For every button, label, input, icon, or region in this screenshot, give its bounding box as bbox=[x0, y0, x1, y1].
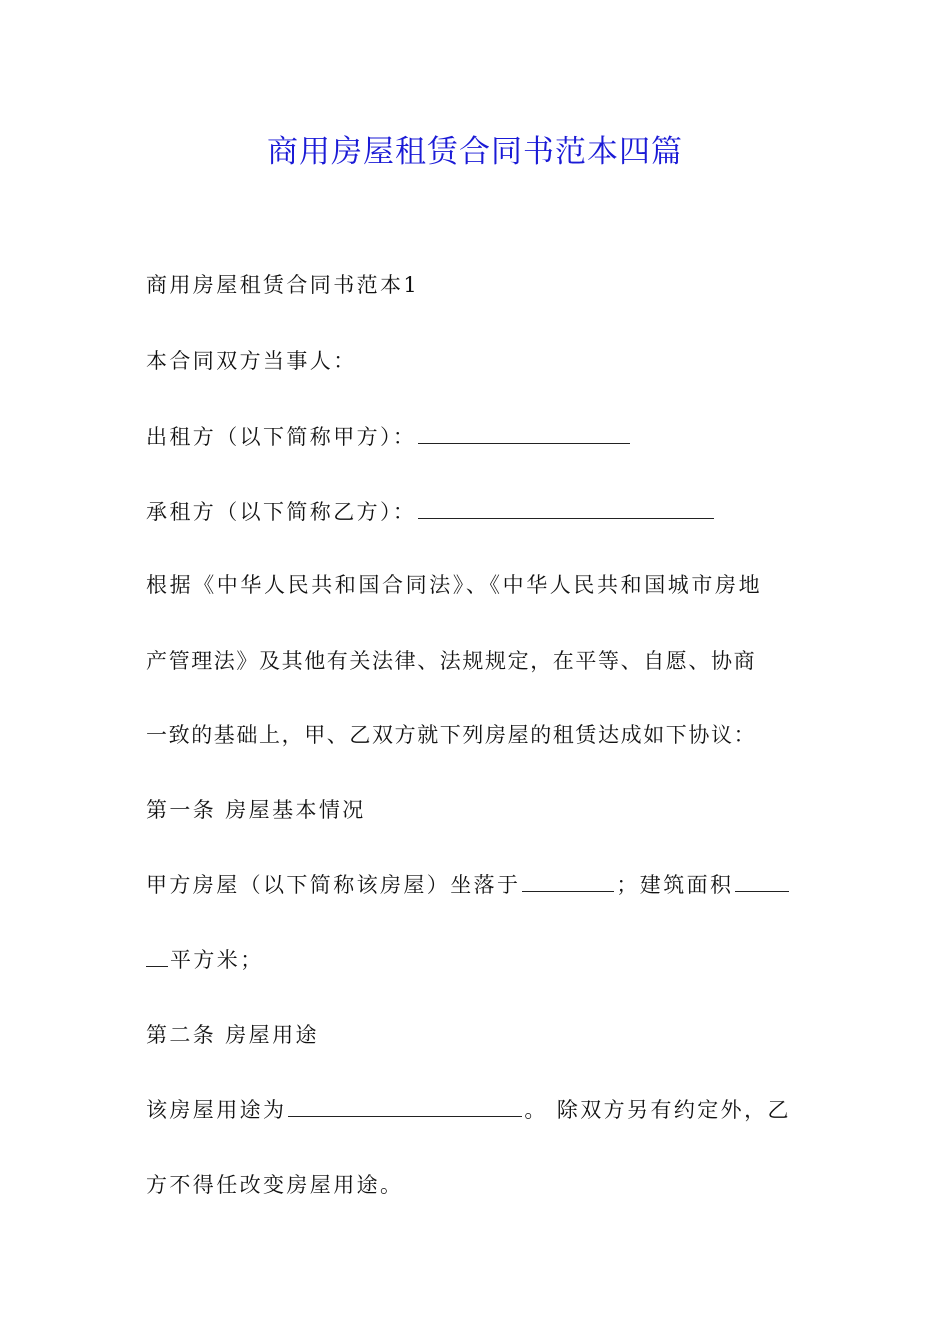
article-2-line-1 bbox=[146, 1095, 810, 1125]
preamble-text-1: 根据《中华人民共和国合同法》、《中华人民共和国城市房地 bbox=[146, 573, 763, 597]
lessee-name-blank bbox=[418, 498, 714, 519]
use-blank bbox=[288, 1096, 522, 1117]
lessor-name-blank bbox=[418, 423, 630, 444]
area-blank-continued bbox=[146, 946, 168, 967]
article-1-heading: 第一条 房屋基本情况 bbox=[146, 798, 366, 822]
article-1-line-2 bbox=[146, 945, 810, 975]
article-2-use-continuation: 。 除双方另有约定外，乙 bbox=[524, 1098, 791, 1122]
area-blank bbox=[735, 871, 789, 892]
lessee-label: 承租方（以下简称乙方）： bbox=[146, 500, 417, 524]
article-1-location-label: 甲方房屋（以下简称该房屋）坐落于 bbox=[146, 873, 521, 897]
preamble-text-3: 一致的基础上，甲、乙双方就下列房屋的租赁达成如下协议： bbox=[146, 723, 757, 747]
preamble-text-2: 产管理法》及其他有关法律、法规规定，在平等、自愿、协商 bbox=[146, 649, 757, 673]
preamble-line-2 bbox=[146, 646, 810, 676]
lessor-line bbox=[146, 422, 810, 452]
article-2-line-2: 方不得任改变房屋用途。 bbox=[146, 1173, 404, 1197]
article-2-use-label: 该房屋用途为 bbox=[146, 1098, 287, 1122]
section-heading: 商用房屋租赁合同书范本1 bbox=[146, 273, 420, 297]
preamble-line-1 bbox=[146, 570, 810, 600]
article-1-area-unit: 平方米； bbox=[170, 948, 264, 972]
preamble-line-3 bbox=[146, 720, 810, 750]
lessee-line bbox=[146, 497, 810, 527]
document-title: 商用房屋租赁合同书范本四篇 bbox=[267, 134, 683, 170]
location-blank bbox=[522, 871, 614, 892]
parties-intro: 本合同双方当事人： bbox=[146, 349, 357, 373]
article-1-area-label: ；建筑面积 bbox=[616, 873, 734, 897]
article-1-line-1 bbox=[146, 870, 810, 900]
article-2-heading: 第二条 房屋用途 bbox=[146, 1023, 319, 1047]
lessor-label: 出租方（以下简称甲方）： bbox=[146, 425, 417, 449]
